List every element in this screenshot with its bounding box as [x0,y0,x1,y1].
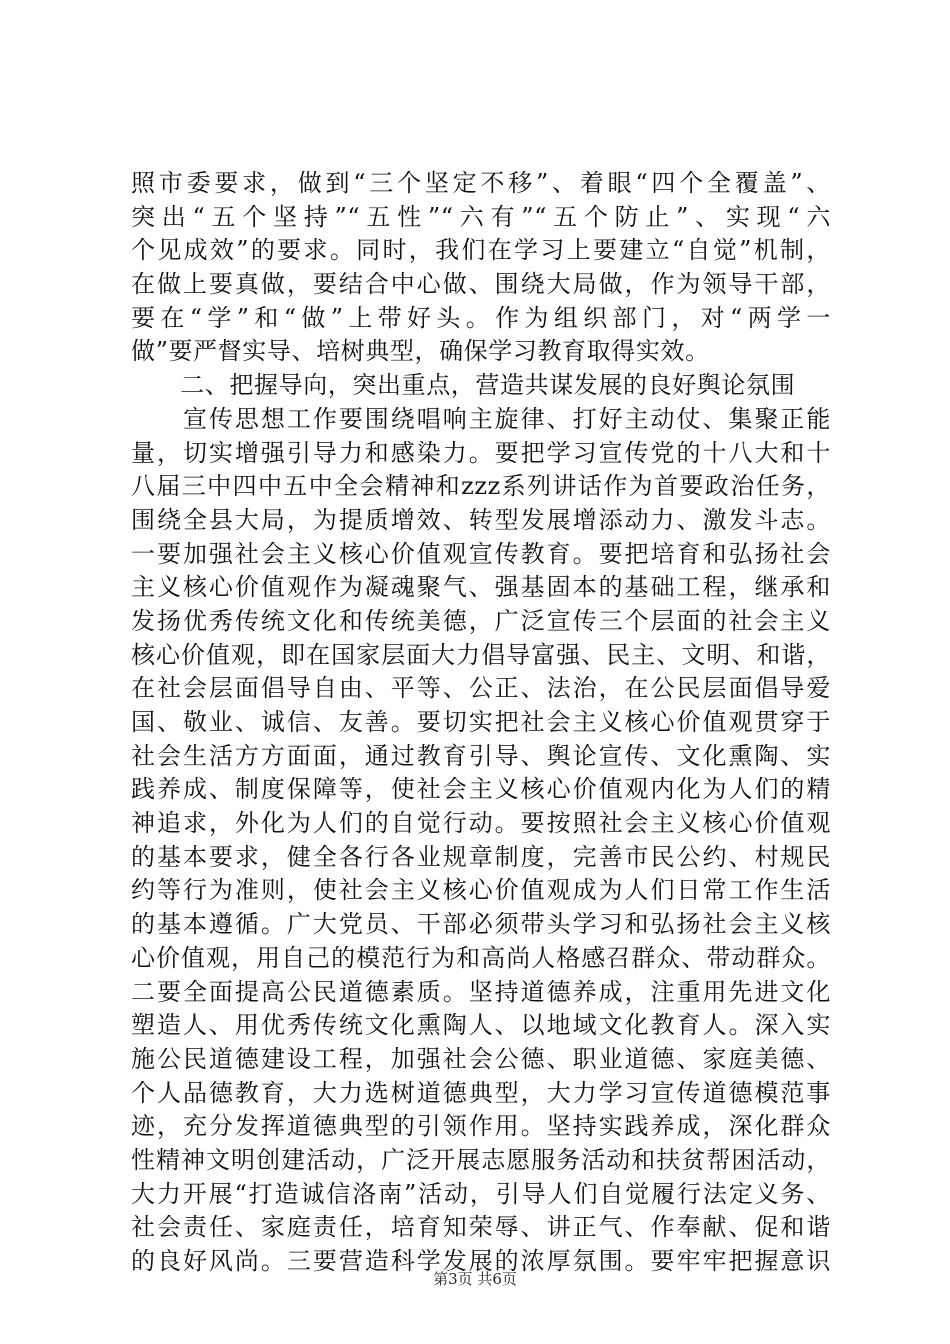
text-line: 突出“五个坚持”“五性”“六有”“五个防止”、实现“六 [131,202,831,231]
text-line: 性精神文明创建活动，广泛开展志愿服务活动和扶贫帮困活动， [131,1145,831,1174]
text-line: 宣传思想工作要围绕唱响主旋律、打好主动仗、集聚正能 [131,404,831,433]
text-line: 要在“学”和“做”上带好头。作为组织部门，对“两学一 [131,303,831,332]
text-line: 施公民道德建设工程，加强社会公德、职业道德、家庭美德、 [131,1044,831,1073]
text-line: 做”要严督实导、培树典型，确保学习教育取得实效。 [131,337,710,366]
text-line: 迹，充分发挥道德典型的引领作用。坚持实践养成，深化群众 [131,1112,831,1141]
body-text [131,167,831,1279]
text-line: 的基本遵循。广大党员、干部必须带头学习和弘扬社会主义核 [131,910,831,939]
text-line: 的基本要求，健全各行各业规章制度，完善市民公约、村规民 [131,842,831,871]
text-line: 八届三中四中五中全会精神和zzz系列讲话作为首要政治任务， [131,472,831,501]
text-line: 践养成、制度保障等，使社会主义核心价值观内化为人们的精 [131,775,831,804]
text-line: 塑造人、用优秀传统文化熏陶人、以地域文化教育人。深入实 [131,1011,831,1040]
text-line: 在社会层面倡导自由、平等、公正、法治，在公民层面倡导爱 [131,674,831,703]
text-line: 核心价值观，即在国家层面大力倡导富强、民主、文明、和谐， [131,640,831,669]
text-line: 量，切实增强引导力和感染力。要把学习宣传党的十八大和十 [131,438,831,467]
text-line: 社会责任、家庭责任，培育知荣辱、讲正气、作奉献、促和谐 [131,1213,831,1242]
text-line: 照市委要求，做到“三个坚定不移”、着眼“四个全覆盖”、 [131,169,831,197]
text-line: 一要加强社会主义核心价值观宣传教育。要把培育和弘扬社会 [131,539,831,568]
text-line: 约等行为准则，使社会主义核心价值观成为人们日常工作生活 [131,876,831,905]
section-heading: 二、把握导向，突出重点，营造共谋发展的良好舆论氛围 [131,371,796,400]
text-line: 发扬优秀传统文化和传统美德，广泛宣传三个层面的社会主义 [131,606,831,635]
text-line: 大力开展“打造诚信洛南”活动，引导人们自觉履行法定义务、 [131,1179,831,1208]
page-number-footer: 第3页 共6页 [433,1270,517,1288]
text-line: 二要全面提高公民道德素质。坚持道德养成，注重用先进文化 [131,977,831,1006]
text-line: 国、敬业、诚信、友善。要切实把社会主义核心价值观贯穿于 [131,708,831,736]
text-line: 围绕全县大局，为提质增效、转型发展增添动力、激发斗志。 [131,505,831,534]
text-line: 个见成效”的要求。同时，我们在学习上要建立“自觉”机制， [131,236,831,265]
text-line: 的良好风尚。三要营造科学发展的浓厚氛围。要牢牢把握意识 [131,1247,831,1275]
text-line: 社会生活方方面面，通过教育引导、舆论宣传、文化熏陶、实 [131,741,831,770]
text-line: 个人品德教育，大力选树道德典型，大力学习宣传道德模范事 [131,1078,831,1107]
text-line: 心价值观，用自己的模范行为和高尚人格感召群众、带动群众。 [131,943,831,972]
text-line: 神追求，外化为人们的自觉行动。要按照社会主义核心价值观 [131,809,831,838]
text-line: 主义核心价值观作为凝魂聚气、强基固本的基础工程，继承和 [131,573,831,602]
text-line: 在做上要真做，要结合中心做、围绕大局做，作为领导干部， [131,270,831,299]
